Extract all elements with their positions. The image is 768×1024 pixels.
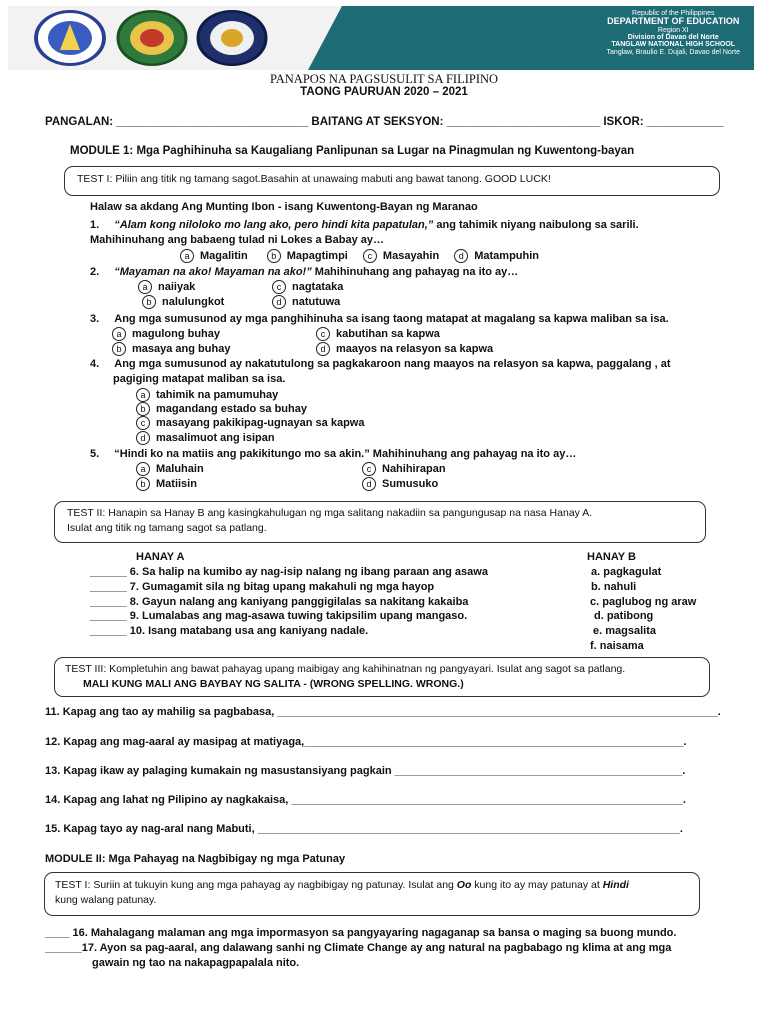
module2-test1-box	[44, 872, 700, 916]
test3-note: MALI KUNG MALI ANG BAYBAY NG SALITA - (WRONG SPELLING. WRONG.)	[83, 678, 464, 690]
page-title: PANAPOS NA PAGSUSULIT SA FILIPINO	[269, 72, 499, 86]
q2-option-b[interactable]: b nalulungkot	[142, 295, 224, 309]
hanay-a-item-8: ______ 8. Gayun nalang ang kaniyang panggigilalas sa nakitang kakaiba	[90, 596, 469, 608]
hanay-b-item-d: d. patibong	[594, 610, 654, 622]
department-text: DEPARTMENT OF EDUCATION	[607, 16, 740, 27]
q5-option-b[interactable]: b Matiisin	[136, 477, 197, 491]
q2-rest: Mahihinuhang ang pahayag na ito ay…	[311, 266, 519, 278]
q3-option-a[interactable]: a magulong buhay	[112, 327, 220, 341]
hanay-a-item-6: ______ 6. Sa halip na kumibo ay nag-isip nalang ng ibang paraan ang asawa	[90, 566, 488, 578]
hanay-b-item-c: c. paglubog ng araw	[590, 596, 697, 608]
deped-seal-icon	[34, 10, 106, 66]
hanay-a-item-9: ______ 9. Lumalabas ang mag-asawa tuwing takipsilim upang mangaso.	[90, 610, 468, 622]
address-text: Tanglaw, Braulio E. Dujali, Davao del Norte	[606, 48, 740, 56]
item-16: ____ 16. Mahalagang malaman ang mga impormasyon sa pangyayaring nagaganap sa bansa o maging sa buong mundo.	[45, 927, 677, 939]
hanay-a-label: HANAY A	[136, 551, 185, 563]
republic-text: Republic of the Philippines	[632, 10, 715, 17]
q3-option-d[interactable]: d maayos na relasyon sa kapwa	[316, 342, 493, 356]
hanay-b-item-e: e. magsalita	[593, 625, 656, 637]
test2-instructions-box	[54, 501, 706, 543]
q1-option-b[interactable]: b Mapagtimpi	[267, 250, 348, 262]
item-13: 13. Kapag ikaw ay palaging kumakain ng masustansiyang pagkain _______________________________________________.	[45, 765, 686, 777]
q1-rest: ang tahimik niyang naibulong sa sarili.	[433, 219, 639, 231]
q5-option-a[interactable]: a Maluhain	[136, 462, 204, 476]
item-14: 14. Kapag ang lahat ng Pilipino ay nagkakaisa, ________________________________________________________________.	[45, 794, 686, 806]
module2-heading: MODULE II: Mga Pahayag na Nagbibigay ng mga Patunay	[45, 853, 346, 865]
division-seal-icon	[116, 10, 188, 66]
q2-quote: “Mayaman na ako! Mayaman na ako!”	[114, 266, 312, 278]
region-text: Region XI	[657, 26, 689, 34]
question-1: 1. “Alam kong niloloko mo lang ako, pero hindi kita papatulan,” ang tahimik niyang naibulong sa sarili.	[90, 219, 639, 231]
school-seal-icon	[196, 10, 268, 66]
question-3: 3. Ang mga sumusunod ay mga panghihinuha sa isang taong matapat at magalang sa kapwa maliban sa isa.	[90, 313, 669, 325]
q4-option-b[interactable]: b magandang estado sa buhay	[136, 402, 307, 416]
q4-option-c[interactable]: c masayang pakikipag-ugnayan sa kapwa	[136, 416, 364, 430]
q3-option-b[interactable]: b masaya ang buhay	[112, 342, 230, 356]
hanay-a-item-10: ______ 10. Isang matabang usa ang kaniyang nadale.	[90, 625, 369, 637]
item-15: 15. Kapag tayo ay nag-aral nang Mabuti, _____________________________________________________________________.	[45, 823, 683, 835]
deped-text-block	[607, 10, 740, 56]
question-4: 4. Ang mga sumusunod ay nakatutulong sa pagkakaroon nang maayos na relasyon sa kapwa, paggalang , at	[90, 358, 671, 370]
q5-option-d[interactable]: d Sumusuko	[362, 477, 438, 491]
hanay-b-label: HANAY B	[587, 551, 636, 563]
item-17: ______17. Ayon sa pag-aaral, ang dalawang sanhi ng Climate Change ay ang natural na pagbabago ng klima at ang mga	[45, 942, 672, 954]
module1-heading: MODULE 1: Mga Paghihinuha sa Kaugaliang Panlipunan sa Lugar na Pinagmulan ng Kuwentong-bayan	[70, 145, 635, 157]
q1-options	[180, 249, 539, 263]
test2-instructions-1: TEST II: Hanapin sa Hanay B ang kasingkahulugan ng mga salitang nakadiin sa pangungusap na nasa Hanay A.	[67, 507, 593, 519]
q3-option-c[interactable]: c kabutihan sa kapwa	[316, 327, 440, 341]
test1-instructions: TEST I: Piliin ang titik ng tamang sagot.Basahin at unawaing mabuti ang bawat tanong. GOOD LUCK!	[77, 173, 551, 185]
hanay-b-item-f: f. naisama	[590, 640, 644, 652]
q1-quote: “Alam kong niloloko mo lang ako, pero hindi kita papatulan,”	[114, 219, 434, 231]
q1-line2: Mahihinuhang ang babaeng tulad ni Lokes a Babay ay…	[90, 234, 384, 246]
q2-option-d[interactable]: d natutuwa	[272, 295, 340, 309]
item-12: 12. Kapag ang mag-aaral ay masipag at matiyaga,______________________________________________________________.	[45, 736, 687, 748]
hanay-b-item-b: b. nahuli	[591, 581, 637, 593]
test3-instructions-box	[54, 657, 710, 697]
division-text: Division of Davao del Norte	[627, 34, 719, 42]
q1-option-c[interactable]: c Masayahin	[363, 250, 439, 262]
page-subtitle: TAONG PAURUAN 2020 – 2021	[300, 86, 468, 98]
question-5: 5. “Hindi ko na matiis ang pakikitungo mo sa akin.” Mahihinuhang ang pahayag na ito ay…	[90, 448, 577, 460]
student-info-line: PANGALAN: ______________________________ BAITANG AT SEKSYON: ________________________ ISKOR: ____________	[45, 116, 724, 128]
test3-instructions: TEST III: Kompletuhin ang bawat pahayag upang maibigay ang kahihinatnan ng pangyayari. Isulat ang sagot sa patlang.	[65, 663, 626, 675]
item-11: 11. Kapag ang tao ay mahilig sa pagbabasa, ________________________________________________________________________.	[45, 706, 721, 718]
q4-line2: pagiging matapat maliban sa isa.	[113, 373, 286, 385]
q2-option-c[interactable]: c nagtataka	[272, 280, 343, 294]
q5-option-c[interactable]: c Nahihirapan	[362, 462, 446, 476]
q4-option-a[interactable]: a tahimik na pamumuhay	[136, 388, 278, 402]
module2-test1-instr-2: kung walang patunay.	[55, 894, 157, 906]
q4-option-d[interactable]: d masalimuot ang isipan	[136, 431, 275, 445]
hanay-a-item-7: ______ 7. Gumagamit sila ng bitag upang makahuli ng mga hayop	[90, 581, 435, 593]
q1-option-a[interactable]: a Magalitin	[180, 250, 248, 262]
header-banner	[8, 6, 754, 70]
test2-instructions-2: Isulat ang titik ng tamang sagot sa patlang.	[67, 522, 267, 534]
module2-test1-instr: TEST I: Suriin at tukuyin kung ang mga pahayag ay nagbibigay ng patunay. Isulat ang Oo kung ito ay may patunay at Hindi	[55, 879, 629, 891]
question-2: 2. “Mayaman na ako! Mayaman na ako!” Mahihinuhang ang pahayag na ito ay…	[90, 266, 519, 278]
excerpt-source: Halaw sa akdang Ang Munting Ibon - isang Kuwentong-Bayan ng Maranao	[90, 201, 478, 213]
item-17-line2: gawain ng tao na nakapagpapalala nito.	[92, 957, 300, 969]
school-text: TANGLAW NATIONAL HIGH SCHOOL	[611, 41, 736, 49]
test1-instructions-box	[64, 166, 720, 196]
q1-option-d[interactable]: d Matampuhin	[454, 250, 539, 262]
hanay-b-item-a: a. pagkagulat	[591, 566, 662, 578]
q2-option-a[interactable]: a naiiyak	[138, 280, 195, 294]
